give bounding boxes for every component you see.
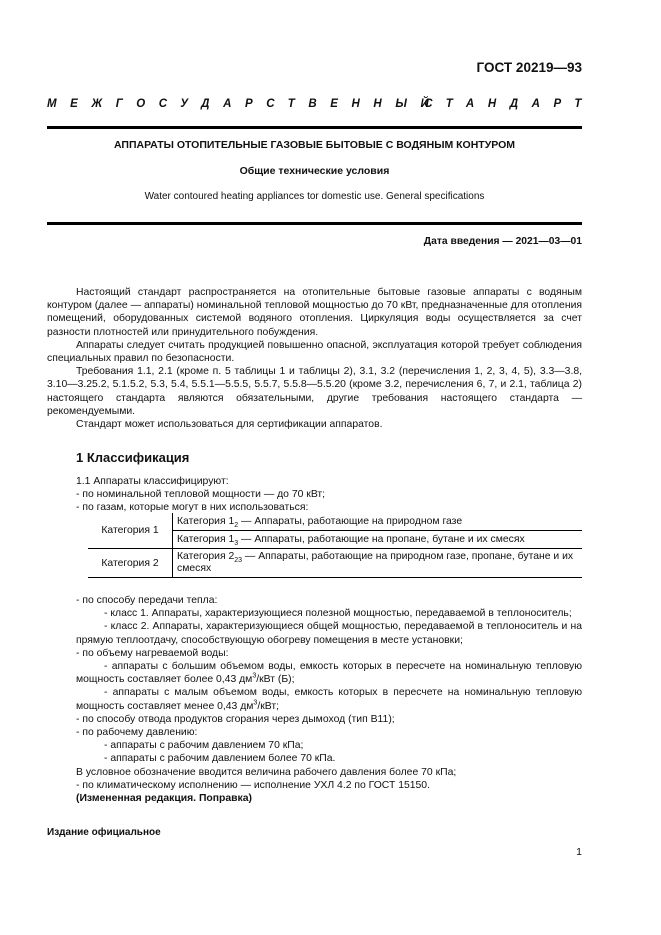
list-item: - по объему нагреваемой воды:: [76, 647, 229, 659]
page-number: 1: [576, 846, 582, 858]
category-2-23-cell: Категория $2_{23}$ — Аппараты, работающие на природном газе, пропане, бутане и их смесях: [173, 549, 583, 578]
top-rule: [47, 126, 582, 129]
list-item: - по способу передачи тепла:: [76, 595, 218, 606]
category-1-2-cell: Категория $1_2$ — Аппараты, работающие на природном газе: [173, 513, 583, 531]
category-1-3-cell: Категория $1_3$ — Аппараты, работающие на пропане, бутане и их смесях: [173, 531, 583, 549]
list-item: - по номинальной тепловой мощности — до 70 кВт;: [76, 489, 326, 501]
list-item: - аппараты с рабочим давлением 70 кПа;: [104, 740, 304, 752]
classification-intro: [76, 475, 582, 515]
list-item: - по климатическому исполнению — исполнение УХЛ 4.2 по ГОСТ 15150.: [76, 779, 430, 791]
scope-text: [47, 286, 582, 431]
certification-paragraph: Стандарт может использоваться для сертификации аппаратов.: [76, 419, 383, 431]
document-subtitle: Общие технические условия: [239, 165, 390, 177]
list-item: - класс 1. Аппараты, характеризующиеся полезной мощностью, передаваемой в теплоноситель;: [104, 608, 572, 620]
interstate-word: МЕЖГОСУДАРСТВЕННЫЙ: [47, 98, 443, 110]
title-bottom-rule: [47, 222, 582, 225]
gost-number: ГОСТ 20219—93: [476, 60, 582, 75]
category-2-label: Категория 2: [88, 549, 173, 578]
section-heading: 1 Классификация: [76, 450, 190, 465]
list-item: - по газам, которые могут в них использоваться:: [76, 502, 309, 514]
english-title: Water contoured heating appliances tor domestic use. General specifications: [144, 191, 485, 202]
scope-paragraph: Настоящий стандарт распространяется на отопительные бытовые газовые аппараты с водяным контуром (далее — аппараты) номинальной тепловой мощностью до 70 кВт, предназначенные для отопления помещений, оборудованных системой водяного отопления. Циркуляция воды осуществляется за счет разности плотностей или принудительного побуждения.: [47, 287, 582, 338]
official-edition-label: Издание официальное: [47, 827, 161, 838]
classification-list: [76, 594, 582, 805]
list-item: - по способу отвода продуктов сгорания через дымоход (тип В11);: [76, 713, 395, 725]
category-1-label: Категория 1: [88, 513, 173, 549]
standard-word: СТАНДАРТ: [424, 98, 595, 110]
document-title: АППАРАТЫ ОТОПИТЕЛЬНЫЕ ГАЗОВЫЕ БЫТОВЫЕ С ВОДЯНЫМ КОНТУРОМ: [113, 139, 516, 151]
requirements-paragraph: Требования 1.1, 2.1 (кроме п. 5 таблицы 1 и таблицы 2), 3.1, 3.2 (перечисления 1, 2, 3, 4, 5), 3.3—3.8, 3.10—3.25.2, 5.1.5.2, 5.3, 5.4, 5.5.1—5.5.5, 5.5.7, 5.5.8—5.5.20 (кроме 3.2, перечисления 6, 7, и 2.1, таблица 2) настоящего стандарта являются обязательными, другие требования настоящего стандарта — рекомендуемыми.: [47, 366, 582, 417]
list-item: - аппараты с рабочим давлением более 70 кПа.: [104, 753, 336, 765]
gas-category-table: [88, 513, 582, 578]
list-item: В условное обозначение вводится величина рабочего давления более 70 кПа;: [76, 766, 457, 778]
safety-paragraph: Аппараты следует считать продукцией повышенно опасной, эксплуатация которой требует соблюдения специальных правил по безопасности.: [47, 339, 582, 365]
list-item: - аппараты с большим объемом воды, емкость которых в пересчете на номинальную тепловую мощность составляет более 0,43 $дм^3$/кВт (Б);: [76, 661, 582, 686]
list-item: - по рабочему давлению:: [76, 727, 198, 739]
list-item: - класс 2. Аппараты, характеризующиеся общей мощностью, передаваемой в теплоноситель и на прямую теплоотдачу, способствующую обогреву помещения в месте установки;: [76, 621, 582, 646]
introduction-date: Дата введения — 2021—03—01: [423, 236, 582, 247]
list-item: - аппараты с малым объемом воды, емкость которых в пересчете на номинальную тепловую мощность составляет менее 0,43 $дм^3$/кВт;: [76, 687, 582, 712]
amendment-note: (Измененная редакция. Поправка): [76, 793, 252, 805]
list-item: 1.1 Аппараты классифицируют:: [76, 476, 229, 487]
